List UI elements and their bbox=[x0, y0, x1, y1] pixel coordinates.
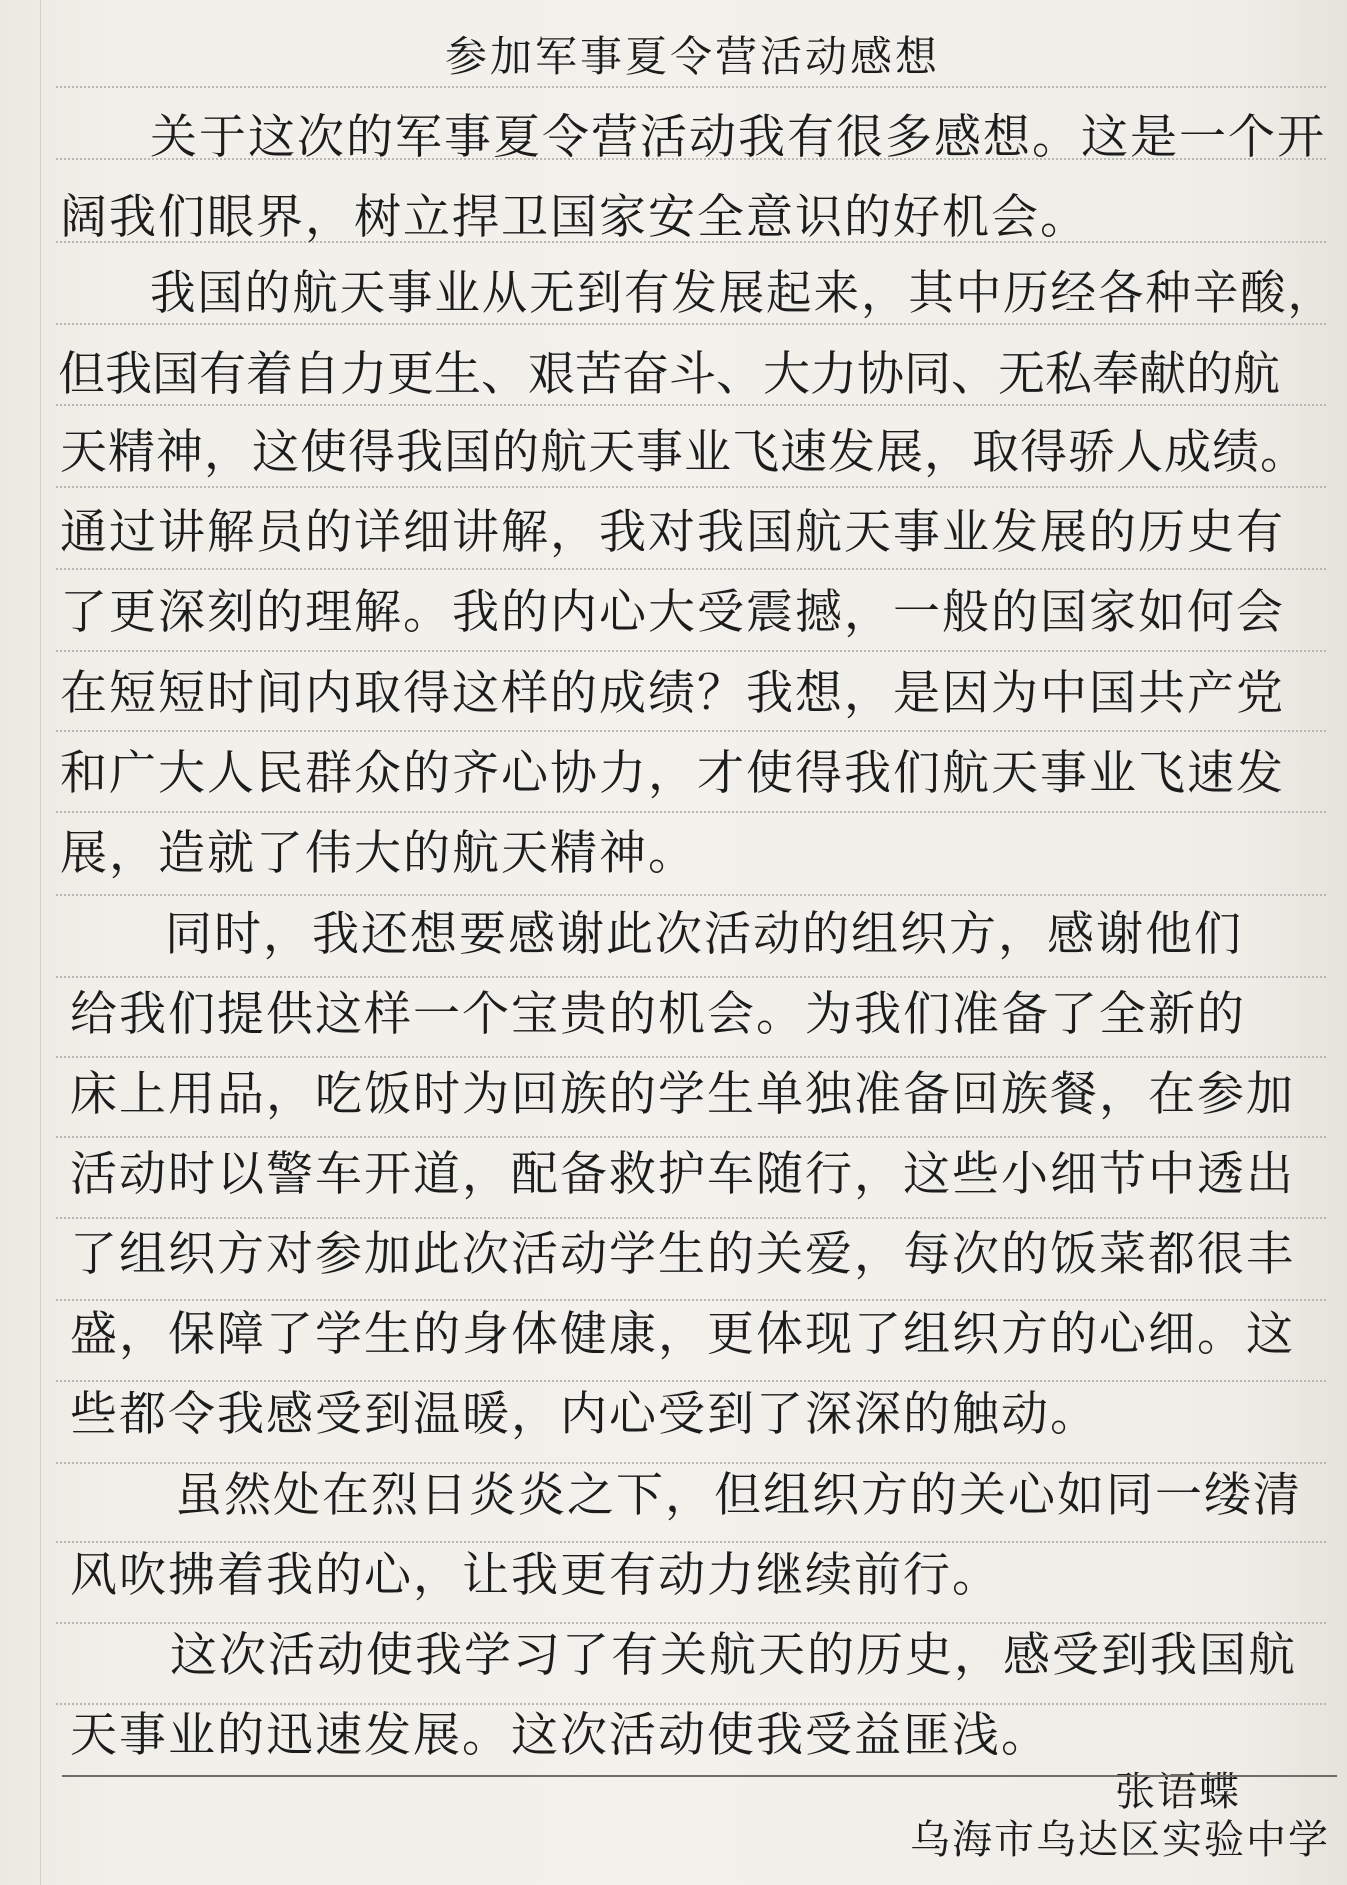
essay-line: 了更深刻的理解。我的内心大受震撼，一般的国家如何会 bbox=[60, 585, 1285, 640]
essay-line: 天事业的迅速发展。这次活动使我受益匪浅。 bbox=[70, 1708, 1050, 1763]
essay-line: 关于这次的军事夏令营活动我有很多感想。这是一个开 bbox=[150, 110, 1326, 165]
ruled-line bbox=[56, 894, 1326, 896]
essay-line: 我国的航天事业从无到有发展起来，其中历经各种辛酸， bbox=[150, 266, 1335, 321]
bottom-rule bbox=[62, 1775, 1337, 1777]
essay-line: 同时，我还想要感谢此次活动的组织方，感谢他们 bbox=[165, 907, 1243, 962]
essay-line: 给我们提供这样一个宝贵的机会。为我们准备了全新的 bbox=[70, 987, 1246, 1042]
essay-line: 了组织方对参加此次活动学生的关爱，每次的饭菜都很丰 bbox=[70, 1227, 1295, 1282]
essay-line: 虽然处在烈日炎炎之下，但组织方的关心如同一缕清 bbox=[175, 1468, 1302, 1523]
ruled-line bbox=[56, 568, 1326, 570]
essay-line: 风吹拂着我的心，让我更有动力继续前行。 bbox=[70, 1548, 1001, 1603]
ruled-line bbox=[56, 86, 1326, 88]
ruled-line bbox=[56, 404, 1326, 406]
ruled-line bbox=[56, 730, 1326, 732]
essay-line: 活动时以警车开道，配备救护车随行，这些小细节中透出 bbox=[70, 1147, 1295, 1202]
ruled-line bbox=[56, 323, 1326, 325]
essay-line: 阔我们眼界，树立捍卫国家安全意识的好机会。 bbox=[60, 190, 1089, 245]
essay-line: 展，造就了伟大的航天精神。 bbox=[60, 826, 697, 881]
ruled-line bbox=[56, 811, 1326, 813]
ruled-line bbox=[56, 650, 1326, 652]
essay-line: 但我国有着自力更生、艰苦奋斗、大力协同、无私奉献的航 bbox=[58, 347, 1280, 402]
essay-line: 天精神，这使得我国的航天事业飞速发展，取得骄人成绩。 bbox=[60, 425, 1308, 480]
essay-line: 通过讲解员的详细讲解，我对我国航天事业发展的历史有 bbox=[60, 505, 1285, 560]
margin-line bbox=[40, 0, 41, 1885]
school-name: 乌海市乌达区实验中学 bbox=[910, 1817, 1330, 1863]
essay-line: 在短短时间内取得这样的成绩？我想，是因为中国共产党 bbox=[60, 666, 1285, 721]
ruled-line bbox=[56, 486, 1326, 488]
essay-line: 盛，保障了学生的身体健康，更体现了组织方的心细。这 bbox=[70, 1307, 1295, 1362]
essay-line: 些都令我感受到温暖，内心受到了深深的触动。 bbox=[70, 1387, 1099, 1442]
essay-line: 床上用品，吃饭时为回族的学生单独准备回族餐，在参加 bbox=[70, 1067, 1295, 1122]
essay-line: 这次活动使我学习了有关航天的历史，感受到我国航 bbox=[170, 1628, 1297, 1683]
essay-title: 参加军事夏令营活动感想 bbox=[445, 32, 941, 81]
author-name: 张语蝶 bbox=[1115, 1769, 1241, 1815]
essay-line: 和广大人民群众的齐心协力，才使得我们航天事业飞速发 bbox=[60, 746, 1285, 801]
